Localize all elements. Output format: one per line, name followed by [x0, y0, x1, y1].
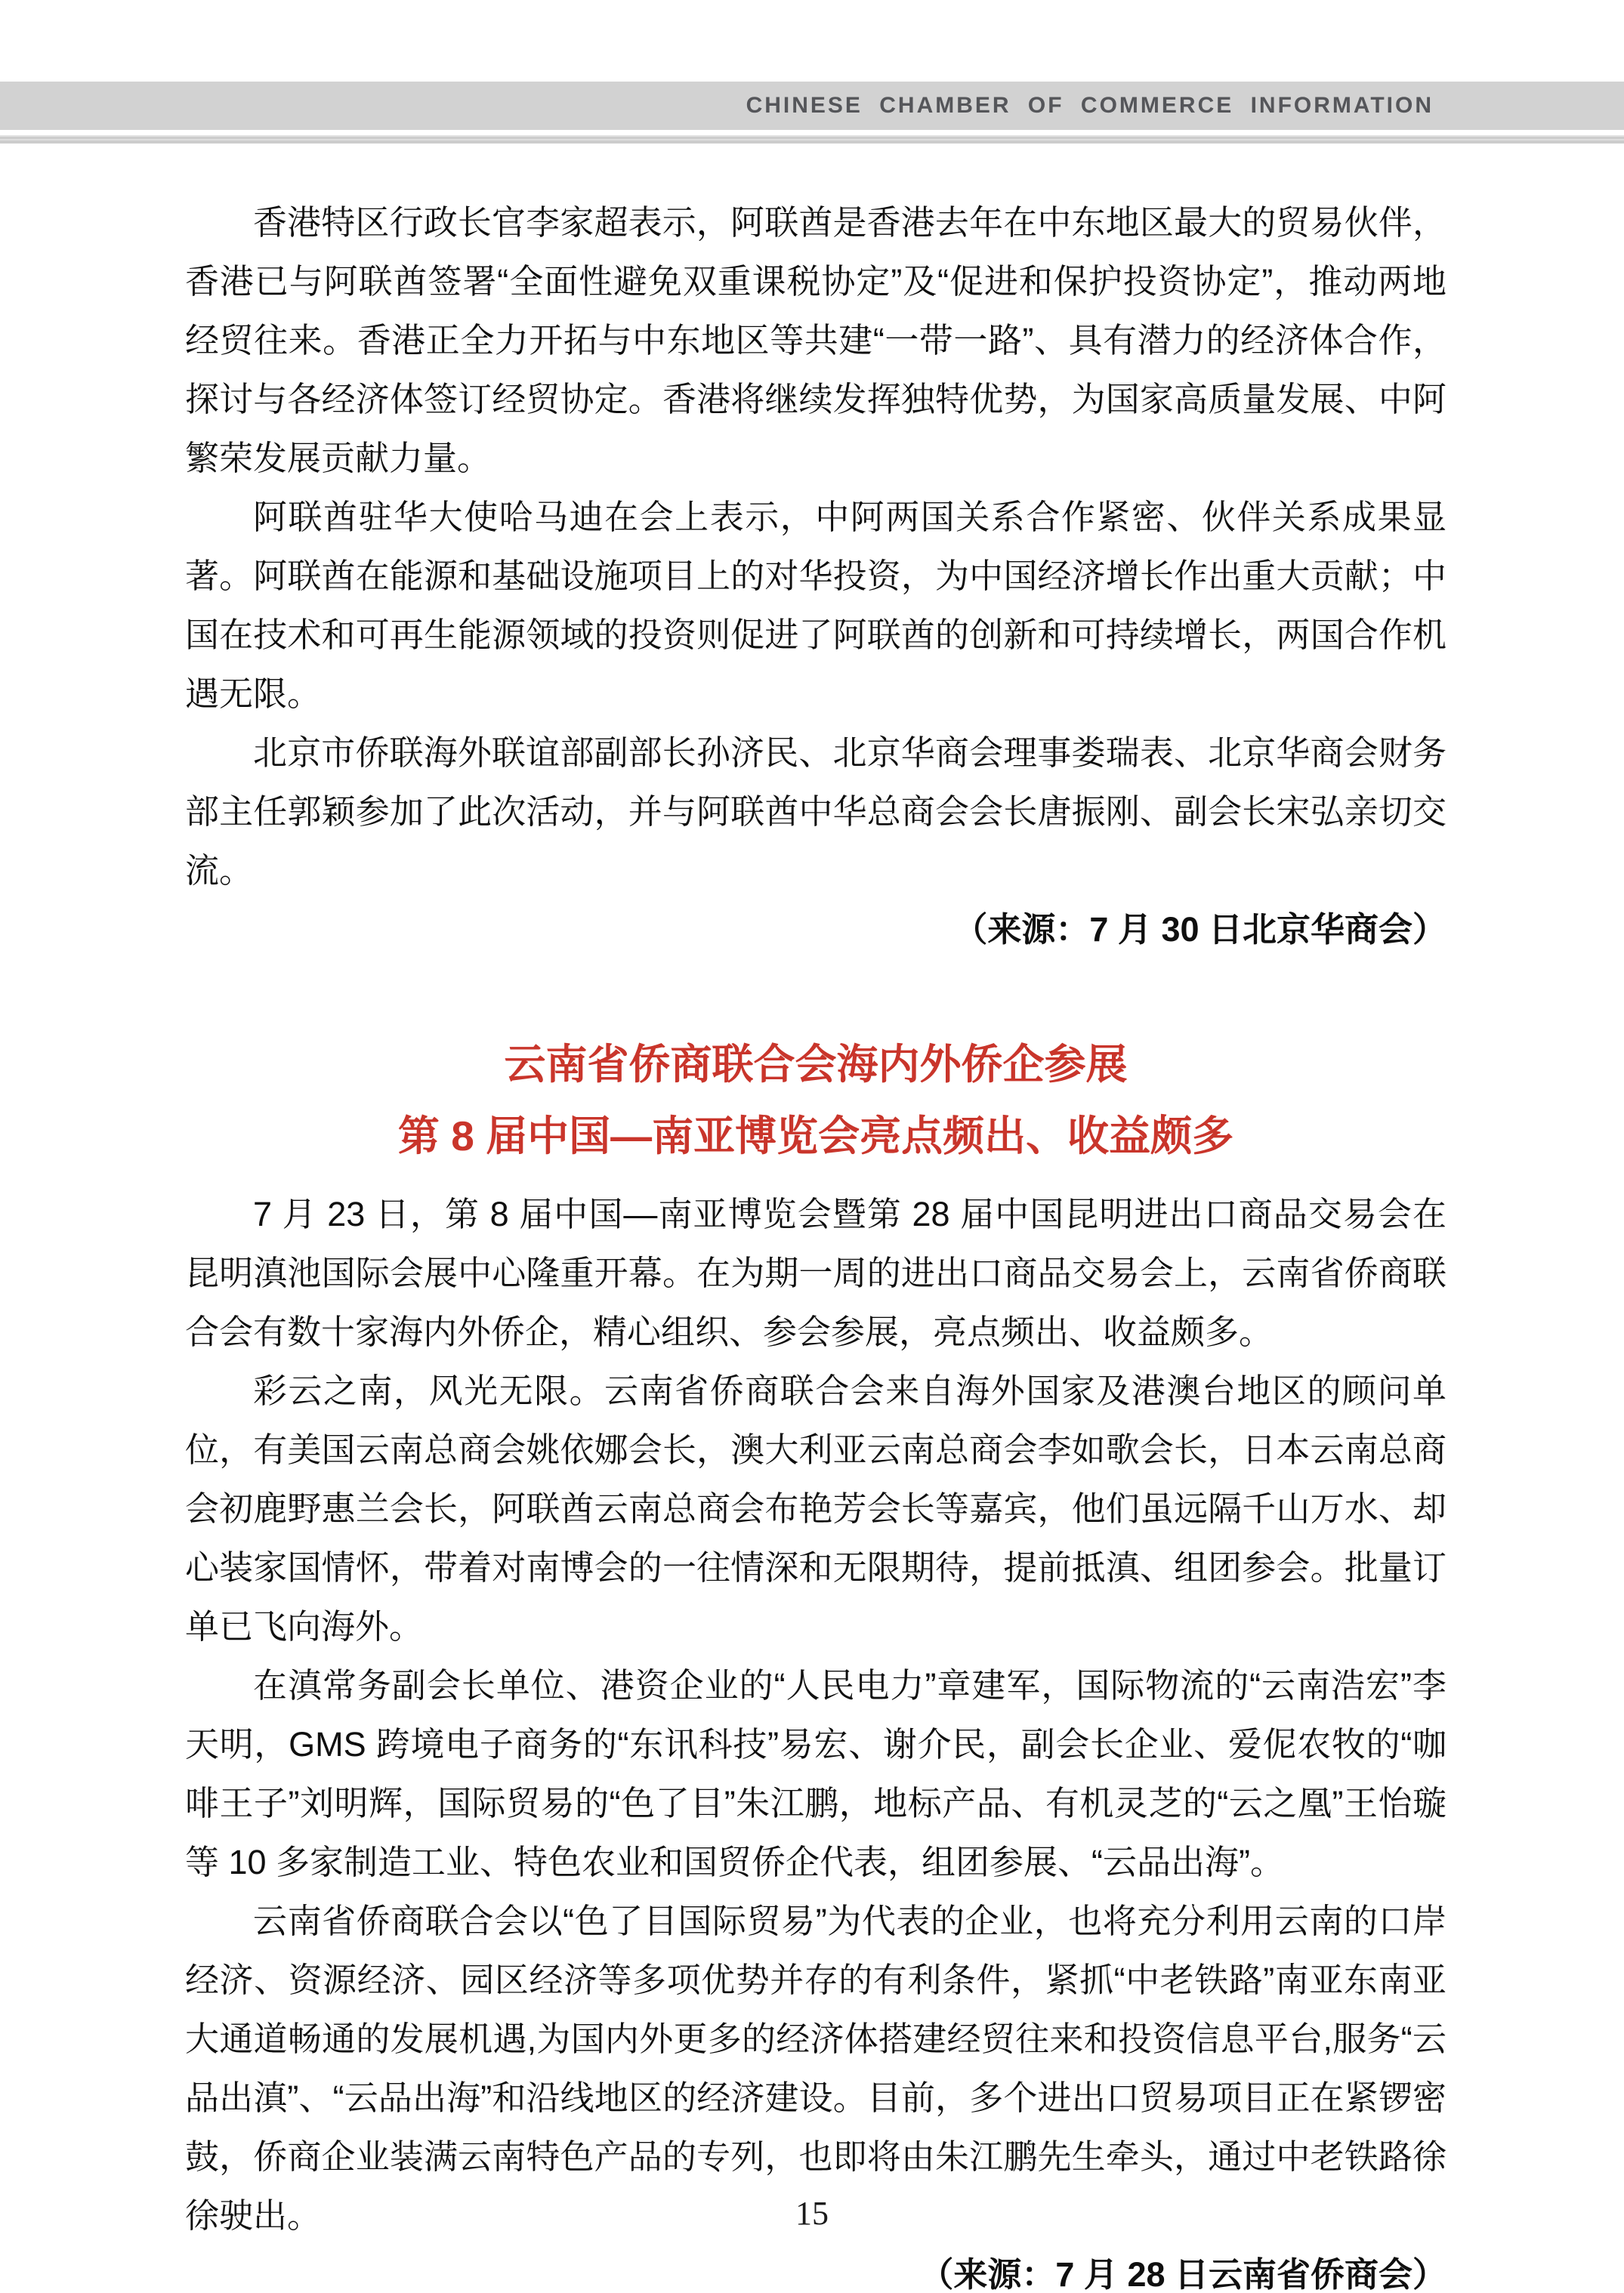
article2-paragraph: 云南省侨商联合会以“色了目国际贸易”为代表的企业，也将充分利用云南的口岸经济、资源经济、园区经济等多项优势并存的有利条件，紧抓“中老铁路”南亚东南亚大通道畅通的发展机遇,为国内外更多的经济体搭建经贸往来和投资信息平台,服务“云品出滇”、“云品出海”和沿线地区的经济建设。目前，多个进出口贸易项目正在紧锣密鼓，侨商企业装满云南特色产品的专列，也即将由朱江鹏先生牵头，通过中老铁路徐徐驶出。: [185, 1902, 1446, 2235]
article2-title-line1: 云南省侨商联合会海内外侨企参展: [504, 1041, 1128, 1088]
header-banner-text: CHINESE CHAMBER OF COMMERCE INFORMATION: [746, 93, 1434, 118]
header-banner: [0, 82, 1624, 130]
article2-paragraph: 在滇常务副会长单位、港资企业的“人民电力”章建军，国际物流的“云南浩宏”李天明，GMS 跨境电子商务的“东讯科技”易宏、谢介民，副会长企业、爱伲农牧的“咖啡王子”刘明辉，国际贸易的“色了目”朱江鹏，地标产品、有机灵芝的“云之凰”王怡璇等 10 多家制造工业、特色农业和国贸侨企代表，组团参展、“云品出海”。: [185, 1666, 1446, 1881]
page-content: [185, 193, 1446, 2293]
article2-title: [185, 1029, 1446, 1172]
article1-paragraph: 阿联酋驻华大使哈马迪在会上表示，中阿两国关系合作紧密、伙伴关系成果显著。阿联酋在能源和基础设施项目上的对华投资，为中国经济增长作出重大贡献；中国在技术和可再生能源领域的投资则促进了阿联酋的创新和可持续增长，两国合作机遇无限。: [185, 498, 1446, 713]
article1-paragraph: 北京市侨联海外联谊部副部长孙济民、北京华商会理事娄瑞表、北京华商会财务部主任郭颖参加了此次活动，并与阿联酋中华总商会会长唐振刚、副会长宋弘亲切交流。: [185, 733, 1446, 890]
page-number: 15: [795, 2195, 829, 2232]
article2-paragraph: 7 月 23 日，第 8 届中国—南亚博览会暨第 28 届中国昆明进出口商品交易会在昆明滇池国际会展中心隆重开幕。在为期一周的进出口商品交易会上，云南省侨商联合会有数十家海内外侨企，精心组织、参会参展，亮点频出、收益颇多。: [185, 1195, 1446, 1351]
article2-paragraph: 彩云之南，风光无限。云南省侨商联合会来自海外国家及港澳台地区的顾问单位，有美国云南总商会姚依娜会长，澳大利亚云南总商会李如歌会长，日本云南总商会初鹿野惠兰会长，阿联酋云南总商会布艳芳会长等嘉宾，他们虽远隔千山万水、却心装家国情怀，带着对南博会的一往情深和无限期待，提前抵滇、组团参会。批量订单已飞向海外。: [185, 1372, 1446, 1646]
article1-source-line: （来源：7 月 30 日北京华商会）: [953, 910, 1446, 949]
article2-title-line2: 第 8 届中国—南亚博览会亮点频出、收益颇多: [397, 1113, 1234, 1159]
article1-paragraph: 香港特区行政长官李家超表示，阿联酋是香港去年在中东地区最大的贸易伙伴，香港已与阿联酋签署“全面性避免双重课税协定”及“促进和保护投资协定”，推动两地经贸往来。香港正全力开拓与中东地区等共建“一带一路”、具有潜力的经济体合作，探讨与各经济体签订经贸协定。香港将继续发挥独特优势，为国家高质量发展、中阿繁荣发展贡献力量。: [185, 203, 1446, 477]
header-divider-stripes: [0, 135, 1624, 144]
article2-source-line: （来源：7 月 28 日云南省侨商会）: [919, 2255, 1446, 2293]
